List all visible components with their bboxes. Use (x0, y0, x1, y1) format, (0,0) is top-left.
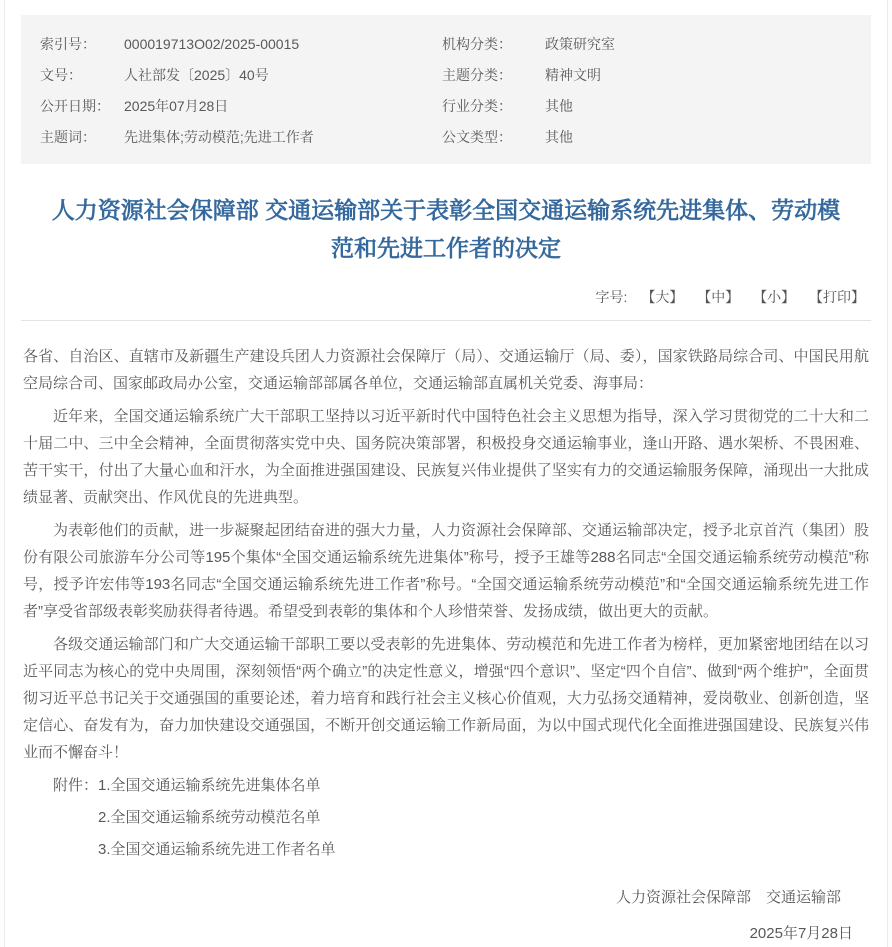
font-size-small-button[interactable]: 【小】 (753, 289, 796, 305)
signature-line: 人力资源社会保障部 交通运输部 (615, 889, 841, 906)
attachment-2: 2.全国交通运输系统劳动模范名单 (98, 809, 321, 826)
meta-value-doc-number: 人社部发〔2025〕40号 (124, 66, 269, 83)
meta-value-keywords: 先进集体;劳动模范;先进工作者 (124, 128, 314, 145)
meta-label-index-number: 索引号： (40, 35, 96, 52)
print-button[interactable]: 【打印】 (809, 289, 865, 305)
meta-value-org-category: 政策研究室 (545, 35, 615, 52)
attachment-item (23, 804, 869, 831)
attachments-list (23, 772, 869, 863)
paragraph-addressees: 各省、自治区、直辖市及新疆生产建设兵团人力资源社会保障厅（局）、交通运输厅（局、委），国家铁路局综合司、中国民用航空局综合司、国家邮政局办公室，交通运输部部属各单位，交通运输部直属机关党委、海事局： (23, 348, 869, 392)
font-size-bar (21, 279, 871, 321)
metadata-table (21, 15, 871, 164)
font-size-medium-button[interactable]: 【中】 (697, 289, 740, 305)
font-size-large-button[interactable]: 【大】 (641, 289, 684, 305)
paragraph-awards: 为表彰他们的贡献，进一步凝聚起团结奋进的强大力量，人力资源社会保障部、交通运输部决定，授予北京首汽（集团）股份有限公司旅游车分公司等195个集体“全国交通运输系统先进集体”称号，授予王雄等288名同志“全国交通运输系统劳动模范”称号，授予许宏伟等193名同志“全国交通运输系统先进工作者”称号。“全国交通运输系统劳动模范”和“全国交通运输系统先进工作者”享受省部级表彰奖励获得者待遇。希望受到表彰的集体和个人珍惜荣誉、发扬成绩，做出更大的贡献。 (23, 522, 869, 620)
meta-value-industry-category: 其他 (545, 97, 573, 114)
metadata-row (21, 59, 871, 90)
paragraph-callto-action: 各级交通运输部门和广大交通运输干部职工要以受表彰的先进集体、劳动模范和先进工作者为榜样，更加紧密地团结在以习近平同志为核心的党中央周围，深刻领悟“两个确立”的决定性意义，增强“四个意识”、坚定“四个自信”、做到“两个维护”，全面贯彻习近平总书记关于交通强国的重要论述，着力培育和践行社会主义核心价值观，大力弘扬交通精神，爱岗敬业、创新创造，坚定信心、奋发有为，奋力加快建设交通强国，不断开创交通运输工作新局面，为以中国式现代化全面推进强国建设、民族复兴伟业而不懈奋斗！ (23, 636, 869, 761)
document-date: 2025年7月28日 (749, 925, 853, 942)
meta-value-publish-date: 2025年07月28日 (124, 97, 229, 114)
metadata-row (21, 121, 871, 152)
meta-label-doc-number: 文号： (40, 66, 82, 83)
meta-value-topic-category: 精神文明 (545, 66, 601, 83)
document-page (4, 0, 888, 947)
meta-value-index-number: 000019713O02/2025-00015 (124, 35, 300, 52)
metadata-row (21, 90, 871, 121)
attachment-3: 3.全国交通运输系统先进工作者名单 (98, 841, 336, 858)
attachment-1: 1.全国交通运输系统先进集体名单 (98, 777, 321, 794)
font-size-label: 字号: (595, 289, 628, 305)
attachment-item (23, 836, 869, 863)
meta-label-org-category: 机构分类： (442, 35, 512, 52)
article-body (21, 321, 871, 947)
meta-label-publish-date: 公开日期： (40, 97, 110, 114)
meta-label-industry-category: 行业分类： (442, 97, 512, 114)
meta-label-keywords: 主题词： (40, 128, 96, 145)
attachment-item (23, 772, 869, 799)
attachments-label: 附件： (53, 777, 99, 794)
metadata-row (21, 28, 871, 59)
page-title: 人力资源社会保障部 交通运输部关于表彰全国交通运输系统先进集体、劳动模范和先进工作者的决定 (51, 197, 841, 261)
meta-label-doc-type: 公文类型： (442, 128, 512, 145)
meta-label-topic-category: 主题分类： (442, 66, 512, 83)
paragraph-background: 近年来，全国交通运输系统广大干部职工坚持以习近平新时代中国特色社会主义思想为指导，深入学习贯彻党的二十大和二十届二中、三中全会精神，全面贯彻落实党中央、国务院决策部署，积极投身交通运输事业，逢山开路、遇水架桥、不畏困难、苦干实干，付出了大量心血和汗水，为全面推进强国建设、民族复兴伟业提供了坚实有力的交通运输服务保障，涌现出一大批成绩显著、贡献突出、作风优良的先进典型。 (23, 408, 869, 506)
meta-value-doc-type: 其他 (545, 128, 573, 145)
